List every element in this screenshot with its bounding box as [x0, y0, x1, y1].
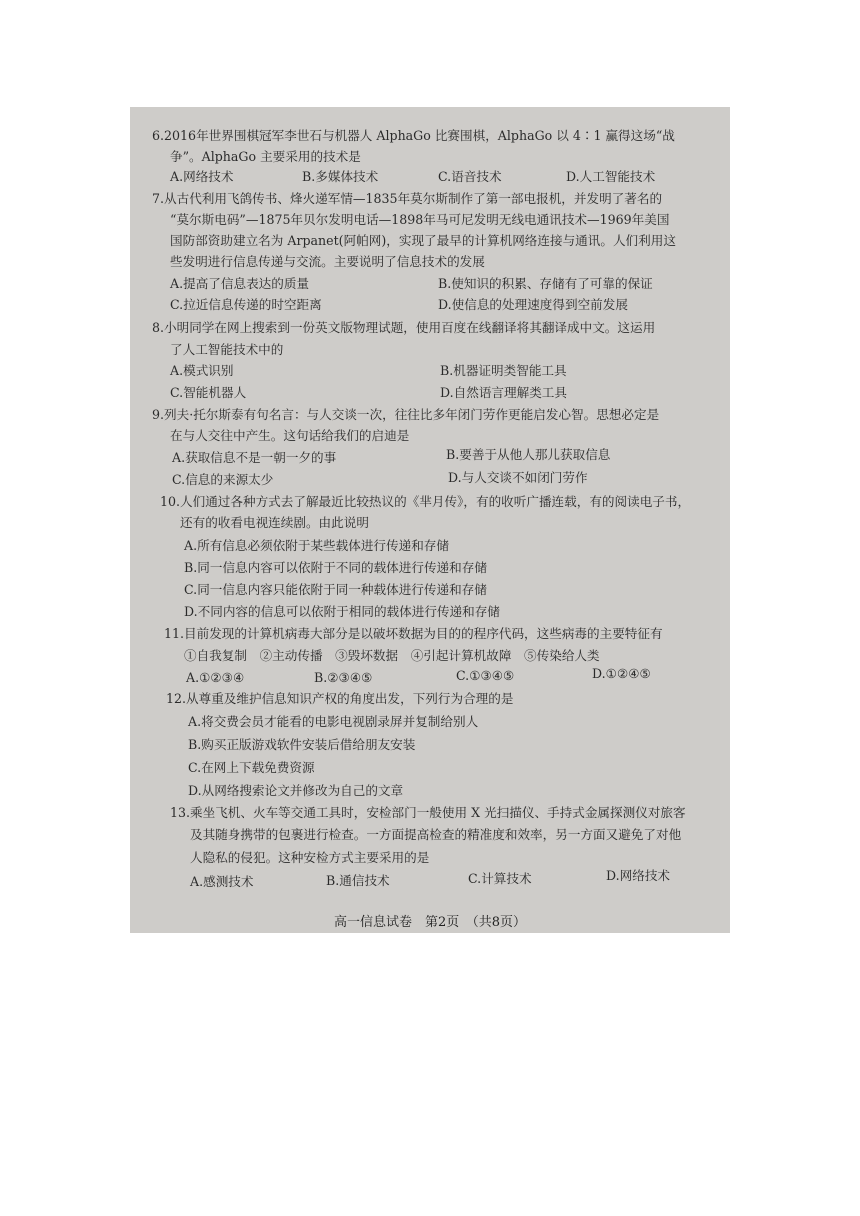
question-6-option-b: B.多媒体技术: [302, 169, 379, 184]
question-13-option-c: C.计算技术: [468, 871, 532, 886]
question-10-text: 还有的收看电视连续剧。由此说明: [180, 515, 369, 530]
question-10-option-b: B.同一信息内容可以依附于不同的载体进行传递和存储: [184, 560, 487, 575]
question-9-option-d: D.与人交谈不如闭门劳作: [448, 470, 588, 485]
question-8-option-c: C.智能机器人: [170, 385, 247, 400]
question-7-text: 国防部资助建立名为 Arpanet(阿帕网)，实现了最早的计算机网络连接与通讯。人们利用这: [170, 233, 676, 248]
question-12-text: 12.从尊重及维护信息知识产权的角度出发，下列行为合理的是: [166, 691, 514, 706]
question-9-option-b: B.要善于从他人那儿获取信息: [446, 447, 611, 462]
question-11-text: ①自我复制 ②主动传播 ③毁坏数据 ④引起计算机故障 ⑤传染给人类: [184, 648, 600, 663]
question-7-option-b: B.使知识的积累、存储有了可靠的保证: [438, 276, 653, 291]
question-8-option-a: A.模式识别: [170, 363, 234, 378]
question-13-option-d: D.网络技术: [606, 868, 671, 883]
question-13-text: 人隐私的侵犯。这种安检方式主要采用的是: [190, 850, 430, 865]
question-9-text: 在与人交往中产生。这句话给我们的启迪是: [170, 428, 410, 443]
question-10-text: 10.人们通过各种方式去了解最近比较热议的《芈月传》，有的收听广播连载，有的阅读电子书，: [160, 494, 691, 509]
question-11-option-d: D.①②④⑤: [592, 666, 651, 681]
question-11-option-c: C.①③④⑤: [456, 668, 515, 683]
question-12-option-d: D.从网络搜索论文并修改为自己的文章: [188, 783, 404, 798]
question-10-option-a: A.所有信息必须依附于某些载体进行传递和存储: [184, 538, 449, 553]
question-6-option-c: C.语音技术: [438, 169, 502, 184]
question-13-text: 13.乘坐飞机、火车等交通工具时，安检部门一般使用 X 光扫描仪、手持式金属探测仪对旅客: [170, 805, 686, 820]
question-11-text: 11.目前发现的计算机病毒大部分是以破坏数据为目的的程序代码，这些病毒的主要特征有: [164, 626, 663, 641]
question-8-option-b: B.机器证明类智能工具: [440, 363, 567, 378]
exam-page-photo: [130, 107, 730, 933]
question-7-option-a: A.提高了信息表达的质量: [170, 276, 310, 291]
question-8-text: 8.小明同学在网上搜索到一份英文版物理试题，使用百度在线翻译将其翻译成中文。这运用: [152, 320, 656, 335]
page-footer: 高一信息试卷 第2页 （共8页）: [333, 915, 527, 930]
question-7-text: “莫尔斯电码”—1875年贝尔发明电话—1898年马可尼发明无线电通讯技术—1969年美国: [170, 212, 670, 227]
question-11-option-b: B.②③④⑤: [314, 670, 373, 685]
question-8-text: 了人工智能技术中的: [170, 342, 284, 357]
question-7-option-c: C.拉近信息传递的时空距离: [170, 297, 322, 312]
question-6-text: 6.2016年世界围棋冠军李世石与机器人 AlphaGo 比赛围棋，AlphaGo 以 4∶1 赢得这场“战: [152, 128, 675, 143]
question-12-option-a: A.将交费会员才能看的电影电视剧录屏并复制给别人: [188, 714, 479, 729]
question-13-option-a: A.感测技术: [190, 874, 254, 889]
question-6-text: 争”。AlphaGo 主要采用的技术是: [170, 149, 361, 164]
question-7-option-d: D.使信息的处理速度得到空前发展: [438, 297, 628, 312]
question-12-option-c: C.在网上下载免费资源: [188, 760, 315, 775]
question-6-option-d: D.人工智能技术: [566, 169, 656, 184]
question-10-option-d: D.不同内容的信息可以依附于相同的载体进行传递和存储: [184, 604, 500, 619]
question-6-option-a: A.网络技术: [170, 169, 234, 184]
question-9-text: 9.列夫·托尔斯泰有句名言：与人交谈一次，往往比多年闭门劳作更能启发心智。思想必定是: [152, 407, 660, 422]
question-12-option-b: B.购买正版游戏软件安装后借给朋友安装: [188, 737, 416, 752]
question-9-option-c: C.信息的来源太少: [172, 472, 274, 487]
question-7-text: 些发明进行信息传递与交流。主要说明了信息技术的发展: [170, 254, 485, 269]
question-9-option-a: A.获取信息不是一朝一夕的事: [172, 450, 337, 465]
question-8-option-d: D.自然语言理解类工具: [440, 385, 567, 400]
question-13-option-b: B.通信技术: [326, 873, 390, 888]
question-7-text: 7.从古代利用飞鸽传书、烽火递军情—1835年莫尔斯制作了第一部电报机，并发明了著名的: [152, 191, 663, 206]
question-11-option-a: A.①②③④: [186, 670, 245, 685]
question-10-option-c: C.同一信息内容只能依附于同一种载体进行传递和存储: [184, 582, 487, 597]
question-13-text: 及其随身携带的包裹进行检查。一方面提高检查的精准度和效率，另一方面又避免了对他: [190, 827, 682, 842]
